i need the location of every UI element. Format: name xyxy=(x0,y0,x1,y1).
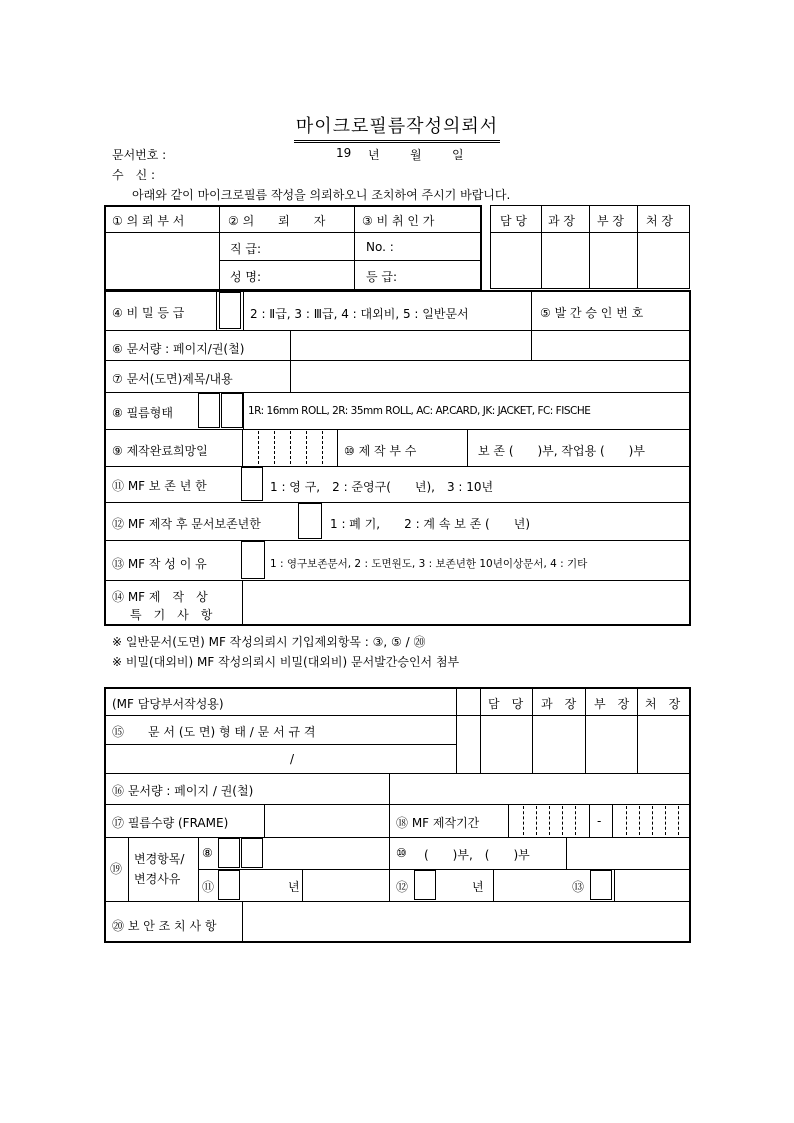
special-notes-label-2: 특 기 사 항 xyxy=(130,608,213,622)
no-label: No. : xyxy=(366,240,394,254)
date-day-label: 일 xyxy=(452,148,464,162)
mf-approval-section-chief: 과 장 xyxy=(541,697,577,711)
reason-input[interactable] xyxy=(241,541,265,579)
change-8-input-1[interactable] xyxy=(218,838,240,868)
page-title: 마이크로필름작성의뢰서 xyxy=(0,112,794,143)
rank-label: 직 급: xyxy=(230,242,262,256)
special-notes-label-1: ⑭ MF 제 작 상 xyxy=(112,590,208,604)
doc-amount-input[interactable] xyxy=(292,332,530,359)
approval-director: 처 장 xyxy=(646,214,673,228)
reason-label: ⑬ MF 작 성 이 유 xyxy=(112,557,207,571)
secret-grade-input[interactable] xyxy=(219,292,241,329)
change-label-1: 변경항목/ xyxy=(134,852,185,866)
mf-period-label: ⑱ MF 제작기간 xyxy=(396,816,480,830)
film-type-input-1[interactable] xyxy=(198,393,220,428)
intro-text: 아래와 같이 마이크로필름 작성을 의뢰하오니 조치하여 주시기 바랍니다. xyxy=(132,188,511,202)
special-notes-input[interactable] xyxy=(244,582,688,624)
date-yy: 19 xyxy=(336,146,352,160)
film-qty-label: ⑰ 필름수량 (FRAME) xyxy=(112,816,229,830)
change-12-input[interactable] xyxy=(414,870,436,900)
retention-options: 1 : 영 구, 2 : 준영구( 년), 3 : 10년 xyxy=(270,480,494,494)
doc-number-label: 문서번호 : xyxy=(112,148,167,162)
change-item-8: ⑧ xyxy=(202,846,213,860)
film-type-input-2[interactable] xyxy=(221,393,243,428)
period-dash: - xyxy=(597,814,602,828)
mf-approval-director: 처 장 xyxy=(645,697,681,711)
mf-doc-amount-label: ⑯ 문서량 : 페이지 / 권(철) xyxy=(112,784,254,798)
secret-grade-options: 2 : Ⅱ급, 3 : Ⅲ급, 4 : 대외비, 5 : 일반문서 xyxy=(250,307,469,321)
change-item-12: ⑫ xyxy=(396,880,409,894)
secret-grade-label: ④ 비 밀 등 급 xyxy=(112,306,185,320)
change-11-year: 년 xyxy=(288,880,300,894)
copies-text: 보 존 ( )부, 작업용 ( )부 xyxy=(478,444,645,458)
doc-type-label: ⑮ 문 서 (도 면) 형 태 / 문 서 규 격 xyxy=(112,725,316,739)
change-11-input[interactable] xyxy=(218,870,240,900)
approval-staff: 담 당 xyxy=(500,214,527,228)
approval-section-chief: 과 장 xyxy=(548,214,575,228)
secret-officer-label: ③ 비 취 인 가 xyxy=(362,214,435,228)
name-label: 성 명: xyxy=(230,270,262,284)
recipient-label: 수 신 : xyxy=(112,168,156,182)
security-input[interactable] xyxy=(244,903,688,941)
note-general: ※ 일반문서(도면) MF 작성의뢰시 기입제외항목 : ③, ⑤ / ⑳ xyxy=(112,635,426,649)
retention-label: ⑪ MF 보 존 년 한 xyxy=(112,479,207,493)
mf-approval-dept-head: 부 장 xyxy=(594,697,630,711)
change-item-11: ⑪ xyxy=(202,880,215,894)
change-10-copies: ( )부, ( )부 xyxy=(424,848,530,862)
doc-title-input[interactable] xyxy=(292,362,688,391)
change-13-input[interactable] xyxy=(590,870,612,900)
completion-date-label: ⑨ 제작완료희망일 xyxy=(112,444,208,458)
approval-number-label: ⑤ 발 간 승 인 번 호 xyxy=(540,306,644,320)
mf-form-header: (MF 담당부서작성용) xyxy=(112,697,224,711)
retention-input[interactable] xyxy=(241,467,263,501)
post-retention-label: ⑫ MF 제작 후 문서보존년한 xyxy=(112,517,261,531)
change-label-2: 변경사유 xyxy=(134,872,181,886)
change-item-13: ⑬ xyxy=(572,880,585,894)
film-type-options: 1R: 16mm ROLL, 2R: 35mm ROLL, AC: AP.CARD, JK: JACKET, FC: FISCHE xyxy=(248,405,591,417)
note-secret: ※ 비밀(대외비) MF 작성의뢰시 비밀(대외비) 문서발간승인서 첨부 xyxy=(112,655,460,669)
production-dept-label: ⑩ 제 작 부 수 xyxy=(344,444,417,458)
doc-amount-label: ⑥ 문서량 : 페이지/권(철) xyxy=(112,342,245,356)
post-retention-input[interactable] xyxy=(298,503,322,539)
date-year-label: 년 xyxy=(368,148,380,162)
mf-approval-staff: 담 당 xyxy=(488,697,524,711)
doc-title-label: ⑦ 문서(도면)제목/내용 xyxy=(112,372,233,386)
reason-options: 1 : 영구보존문서, 2 : 도면원도, 3 : 보존년한 10년이상문서, 4 : 기타 xyxy=(270,558,588,570)
dept-label: ① 의 뢰 부 서 xyxy=(112,214,185,228)
requester-label: ② 의 뢰 자 xyxy=(228,214,326,228)
post-retention-options: 1 : 폐 기, 2 : 계 속 보 존 ( 년) xyxy=(330,517,531,531)
film-type-label: ⑧ 필름형태 xyxy=(112,406,173,420)
change-8-input-2[interactable] xyxy=(241,838,263,868)
change-12-year: 년 xyxy=(472,880,484,894)
doc-type-slash: / xyxy=(290,752,295,766)
change-number: ⑲ xyxy=(110,862,123,876)
date-month-label: 월 xyxy=(410,148,422,162)
approval-dept-head: 부 장 xyxy=(597,214,624,228)
change-item-10: ⑩ xyxy=(396,846,407,860)
security-label: ⑳ 보 안 조 치 사 항 xyxy=(112,919,217,933)
grade-label: 등 급: xyxy=(366,270,398,284)
